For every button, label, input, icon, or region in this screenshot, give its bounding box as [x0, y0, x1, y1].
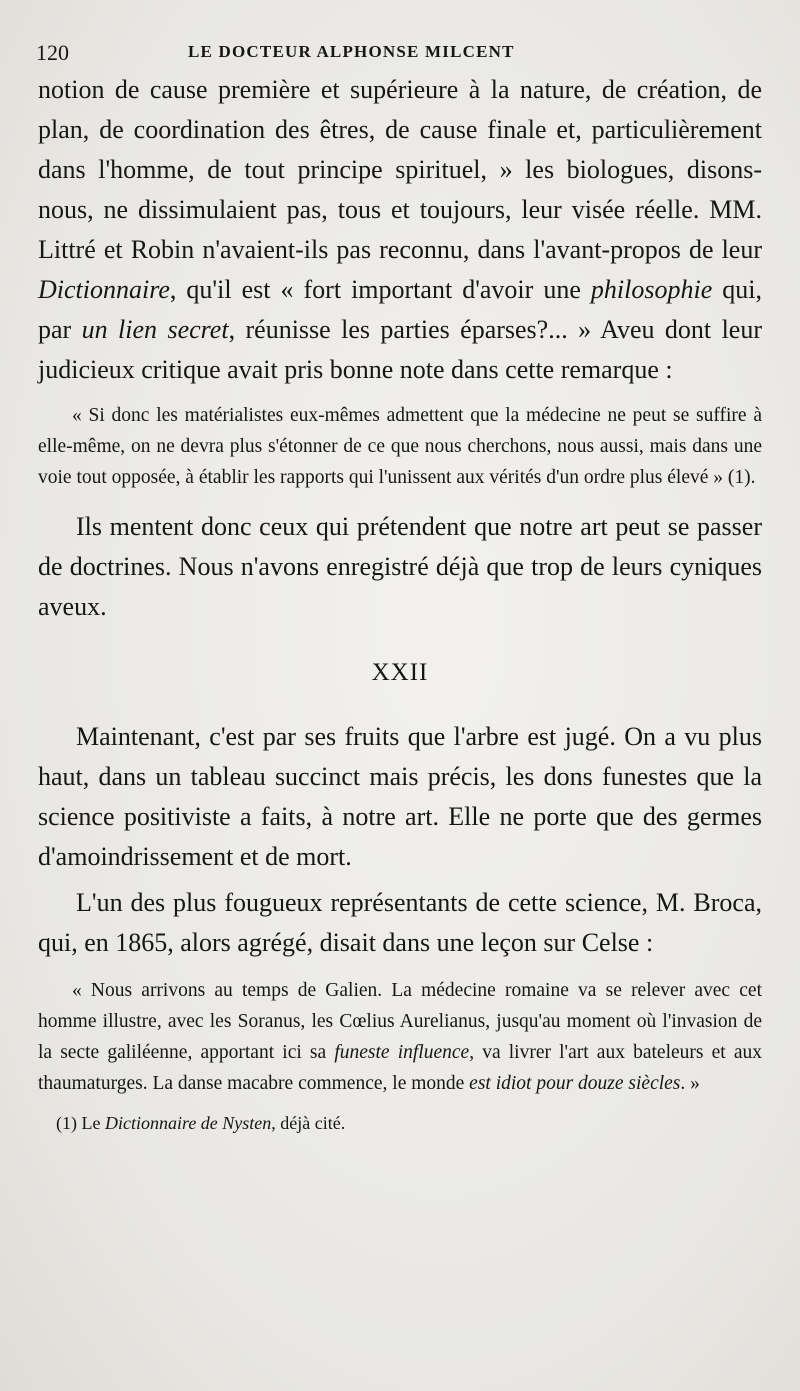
paragraph-3: Maintenant, c'est par ses fruits que l'arbre est jugé. On a vu plus haut, dans un tableau succinct mais précis, les dons funestes que la science positiviste a faits, à notre art. Elle ne porte que des germes d'amoindrissement et de mort.: [38, 722, 762, 871]
paragraph-4: L'un des plus fougueux représentants de cette science, M. Broca, qui, en 1865, alors agrégé, disait dans une leçon sur Celse :: [38, 888, 762, 957]
block-quote-2: « Nous arrivons au temps de Galien. La médecine romaine va se relever avec cet homme illustre, avec les Soranus, les Cœlius Aurelianus, jusqu'au moment où l'invasion de la secte galiléenne, apportant ici sa funeste influence, va livrer l'art aux bateleurs et aux thaumaturges. La danse macabre commence, le monde est idiot pour douze siècles. »: [38, 980, 763, 1094]
page-body: [38, 70, 762, 1137]
block-quote-1: « Si donc les matérialistes eux-mêmes admettent que la médecine ne peut se suffire à elle-même, on ne devra plus s'étonner de ce que nous cherchons, nous aussi, mais dans une voie tout opposée, à établir les rapports qui l'unissent aux vérités d'un ordre plus élevé » (1).: [38, 405, 762, 488]
running-title: LE DOCTEUR ALPHONSE MILCENT: [188, 42, 515, 61]
paragraph-1: notion de cause première et supérieure à la nature, de création, de plan, de coordination des êtres, de cause finale et, particulièrement dans l'homme, de tout principe spirituel, » les biologues, disons-nous, ne dissimulaient pas, tous et toujours, leur visée réelle. MM. Littré et Robin n'avaient-ils pas reconnu, dans l'avant-propos de leur Dictionnaire, qu'il est « fort important d'avoir une philosophie qui, par un lien secret, réunisse les parties éparses?... » Aveu dont leur judicieux critique avait pris bonne note dans cette remarque :: [38, 75, 762, 384]
page-header: [36, 40, 766, 70]
page-number: 120: [36, 40, 69, 65]
paragraph-2: Ils mentent donc ceux qui prétendent que notre art peut se passer de doctrines. Nous n'avons enregistré déjà que trop de leurs cyniques aveux.: [38, 512, 762, 621]
section-heading: XXII: [371, 659, 429, 686]
footnote: (1) Le Dictionnaire de Nysten, déjà cité.: [56, 1113, 346, 1133]
